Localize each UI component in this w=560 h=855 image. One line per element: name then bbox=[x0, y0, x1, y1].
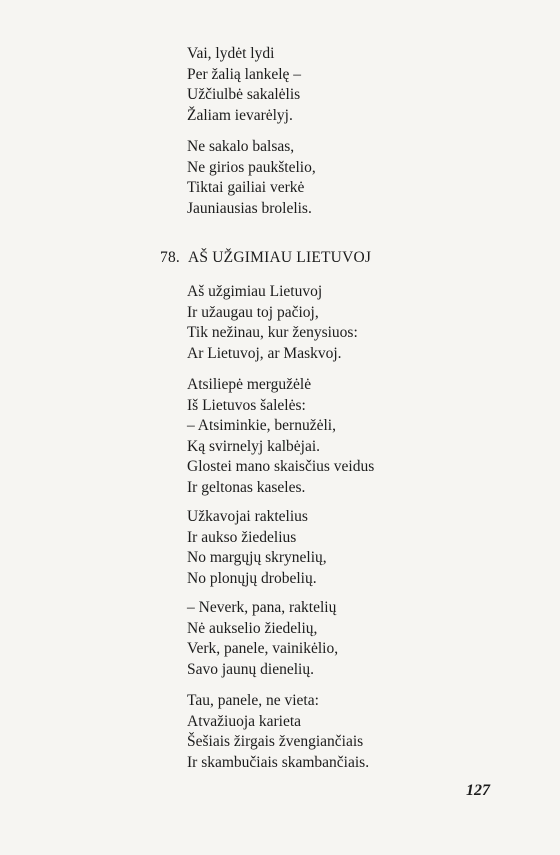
verse-line: Užkavojai raktelius bbox=[187, 508, 308, 525]
page-number: 127 bbox=[466, 782, 490, 799]
verse-line: Ar Lietuvoj, ar Maskvoj. bbox=[187, 344, 342, 362]
verse-line: Jauniausias brolelis. bbox=[187, 199, 312, 217]
verse-line: Verk, panele, vainikėlio, bbox=[187, 640, 339, 657]
song-number: 78. bbox=[160, 249, 180, 266]
stanza-7 bbox=[187, 691, 369, 773]
verse-line: No margųjų skrynelių, bbox=[187, 549, 327, 566]
stanza-6 bbox=[187, 598, 338, 680]
verse-line: Šešiais žirgais žvengiančiais bbox=[187, 733, 364, 750]
verse-line: Ir geltonas kaseles. bbox=[187, 478, 306, 496]
verse-line: – Neverk, pana, raktelių bbox=[187, 599, 337, 616]
verse-line: Vai, lydėt lydi bbox=[187, 45, 275, 62]
verse-line: Ne girios paukštelio, bbox=[187, 158, 316, 176]
song-heading bbox=[160, 248, 371, 268]
verse-line: Iš Lietuvos šalelės: bbox=[187, 396, 306, 414]
verse-line: Ir užaugau toj pačioj, bbox=[187, 303, 319, 321]
verse-line: No plonųjų drobelių. bbox=[187, 569, 317, 587]
verse-line: Aš užgimiau Lietuvoj bbox=[187, 283, 323, 300]
verse-line: Tik nežinau, kur ženysiuos: bbox=[187, 324, 358, 341]
verse-line: Ir aukso žiedelius bbox=[187, 528, 297, 546]
stanza-3 bbox=[187, 282, 358, 364]
verse-line: – Atsiminkie, bernužėli, bbox=[187, 417, 336, 434]
verse-line: Atsiliepė mergužėlė bbox=[187, 376, 312, 393]
verse-line: Nė aukselio žiedelių, bbox=[187, 619, 318, 637]
verse-line: Ir skambučiais skambančiais. bbox=[187, 753, 370, 771]
verse-line: Savo jaunų dienelių. bbox=[187, 660, 314, 678]
stanza-1 bbox=[187, 44, 301, 126]
verse-line: Užčiulbė sakalėlis bbox=[187, 86, 301, 103]
verse-line: Per žalią lankelę – bbox=[187, 65, 302, 83]
verse-line: Glostei mano skaisčius veidus bbox=[187, 458, 375, 475]
verse-line: Atvažiuoja karieta bbox=[187, 712, 302, 730]
verse-line: Ką svirnelyj kalbėjai. bbox=[187, 437, 320, 455]
stanza-2 bbox=[187, 137, 316, 219]
verse-line: Ne sakalo balsas, bbox=[187, 138, 295, 155]
verse-line: Tau, panele, ne vieta: bbox=[187, 692, 319, 709]
stanza-4 bbox=[187, 375, 374, 498]
verse-line: Tiktai gailiai verkė bbox=[187, 179, 305, 196]
verse-line: Žaliam ievarėlyj. bbox=[187, 106, 293, 124]
song-title: AŠ UŽGIMIAU LIETUVOJ bbox=[188, 249, 372, 266]
stanza-5 bbox=[187, 507, 327, 589]
